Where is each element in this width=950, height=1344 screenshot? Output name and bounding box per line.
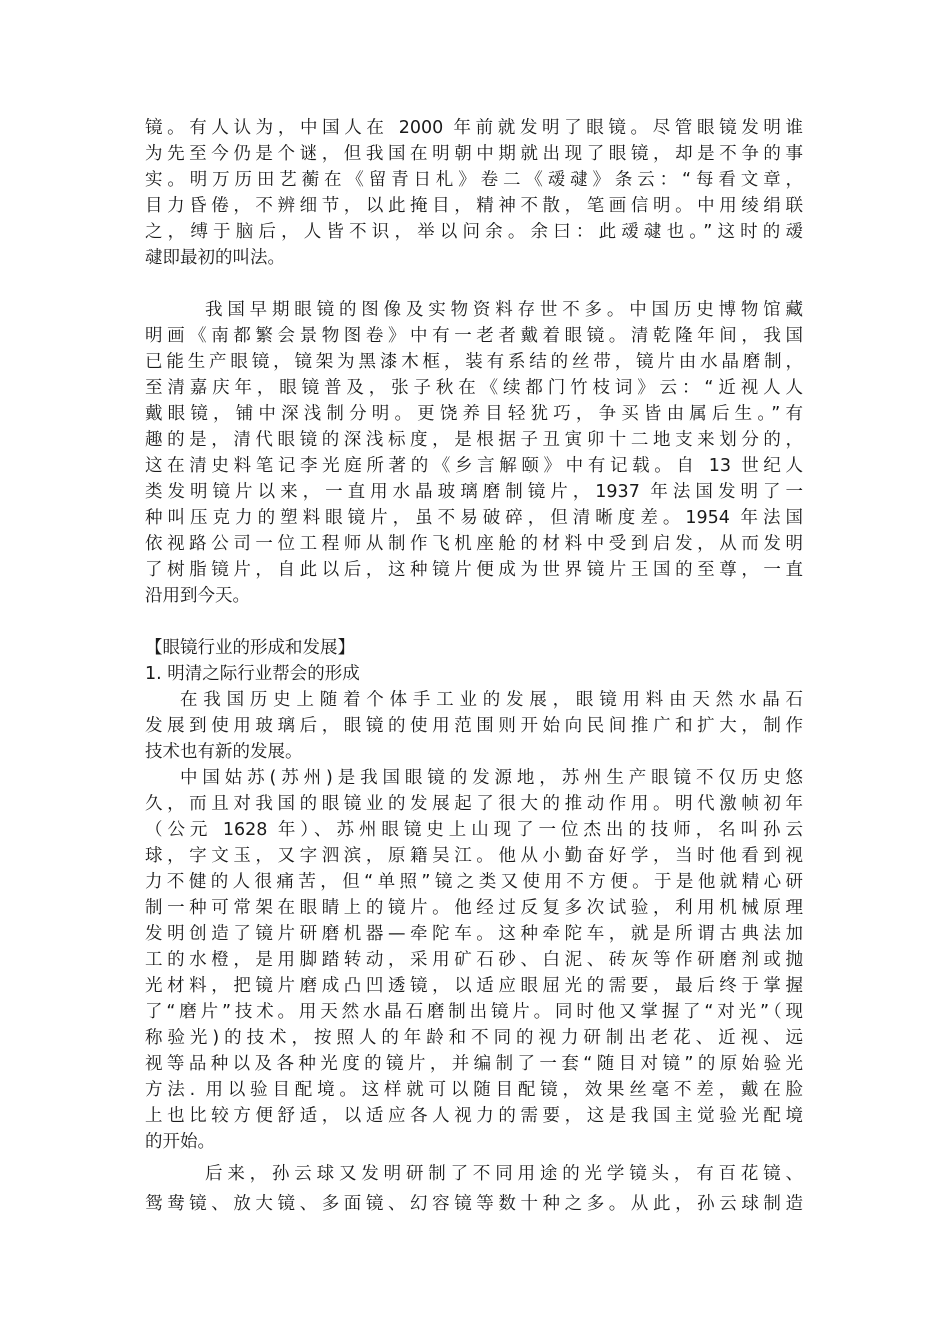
paragraph-5-line: 鸳鸯镜、放大镜、多面镜、幻容镜等数十种之多。从此，孙云球制造	[145, 1194, 803, 1214]
paragraph-4-line: 光材料，把镜片磨成凸凹透镜，以适应眼屈光的需要，最后终于掌握	[145, 976, 803, 996]
paragraph-2-line: 这在清史料笔记李光庭所著的《乡言解颐》中有记载。自 13 世纪人	[145, 456, 803, 476]
paragraph-4-line: 发明创造了镜片研磨机器—牵陀车。这种牵陀车，就是所谓古典法加	[145, 924, 803, 944]
paragraph-1-line: 镜。有人认为，中国人在 2000 年前就发明了眼镜。尽管眼镜发明谁	[145, 118, 803, 138]
paragraph-2-line: 明画《南都繁会景物图卷》中有一老者戴着眼镜。清乾隆年间，我国	[145, 326, 803, 346]
paragraph-2-line: 沿用到今天。	[145, 586, 250, 606]
subheading: 1. 明清之际行业帮会的形成	[145, 664, 360, 684]
paragraph-2-line: 已能生产眼镜，镜架为黑漆木框，装有系结的丝带，镜片由水晶磨制，	[145, 352, 803, 372]
paragraph-4-line: 制一种可常架在眼睛上的镜片。他经过反复多次试验，利用机械原理	[145, 898, 803, 918]
paragraph-4-line: 力不健的人很痛苦，但“单照”镜之类又使用不方便。于是他就精心研	[145, 872, 803, 892]
paragraph-2-line: 至清嘉庆年，眼镜普及，张子秋在《续都门竹枝词》云：“近视人人	[145, 378, 803, 398]
paragraph-3-line: 技术也有新的发展。	[145, 742, 303, 762]
paragraph-4-line: 上也比较方便舒适，以适应各人视力的需要，这是我国主觉验光配境	[145, 1106, 803, 1126]
paragraph-4-line: 称验光)的技术，按照人的年龄和不同的视力研制出老花、近视、远	[145, 1028, 803, 1048]
paragraph-4-line: 方法. 用以验目配境。这样就可以随目配镜，效果丝毫不差，戴在脸	[145, 1080, 803, 1100]
paragraph-4-line: 视等品种以及各种光度的镜片，并编制了一套“随目对镜”的原始验光	[145, 1054, 803, 1074]
paragraph-5-line: 后来，孙云球又发明研制了不同用途的光学镜头，有百花镜、	[205, 1164, 803, 1184]
paragraph-4-line: 久，而且对我国的眼镜业的发展起了很大的推动作用。明代激帧初年	[145, 794, 803, 814]
paragraph-1-line: 实。明万历田艺蘅在《留青日札》卷二《叆叇》条云：“每看文章，	[145, 170, 803, 190]
paragraph-2-line: 戴眼镜，铺中深浅制分明。更饶养目轻犹巧，争买皆由属后生。”有	[145, 404, 803, 424]
paragraph-2-line: 趣的是，清代眼镜的深浅标度，是根据子丑寅卯十二地支来划分的，	[145, 430, 803, 450]
paragraph-1-line: 为先至今仍是个谜，但我国在明朝中期就出现了眼镜，却是不争的事	[145, 144, 803, 164]
paragraph-4-line: 的开始。	[145, 1132, 215, 1152]
paragraph-2-line: 我国早期眼镜的图像及实物资料存世不多。中国历史博物馆藏	[205, 300, 803, 320]
paragraph-1-line: 目力昏倦，不辨细节，以此掩目，精神不散，笔画信明。中用绫绢联	[145, 196, 803, 216]
paragraph-4-line: 球，字文玉，又字泗滨，原籍吴江。他从小勤奋好学，当时他看到视	[145, 846, 803, 866]
paragraph-4-line: 了“磨片”技术。用天然水晶石磨制出镜片。同时他又掌握了“对光”（现	[145, 1002, 803, 1022]
paragraph-2-line: 类发明镜片以来，一直用水晶玻璃磨制镜片，1937 年法国发明了一	[145, 482, 803, 502]
paragraph-2-line: 了树脂镜片，自此以后，这种镜片便成为世界镜片王国的至尊，一直	[145, 560, 803, 580]
paragraph-2-line: 依视路公司一位工程师从制作飞机座舱的材料中受到启发，从而发明	[145, 534, 803, 554]
paragraph-4-line: 中国姑苏(苏州)是我国眼镜的发源地，苏州生产眼镜不仅历史悠	[180, 768, 803, 788]
paragraph-3-line: 在我国历史上随着个体手工业的发展，眼镜用料由天然水晶石	[180, 690, 803, 710]
section-heading: 【眼镜行业的形成和发展】	[145, 638, 355, 658]
paragraph-1-line: 之，缚于脑后，人皆不识，举以问余。余曰：此叆叇也。”这时的叆	[145, 222, 803, 242]
paragraph-4-line: （公元 1628 年）、苏州眼镜史上山现了一位杰出的技师，名叫孙云	[145, 820, 803, 840]
paragraph-2-line: 种叫压克力的塑料眼镜片，虽不易破碎，但清晰度差。1954 年法国	[145, 508, 803, 528]
paragraph-3-line: 发展到使用玻璃后，眼镜的使用范围则开始向民间推广和扩大，制作	[145, 716, 803, 736]
paragraph-4-line: 工的水橙，是用脚踏转动，采用矿石砂、白泥、砖灰等作研磨剂或抛	[145, 950, 803, 970]
paragraph-1-line: 叇即最初的叫法。	[145, 248, 285, 268]
